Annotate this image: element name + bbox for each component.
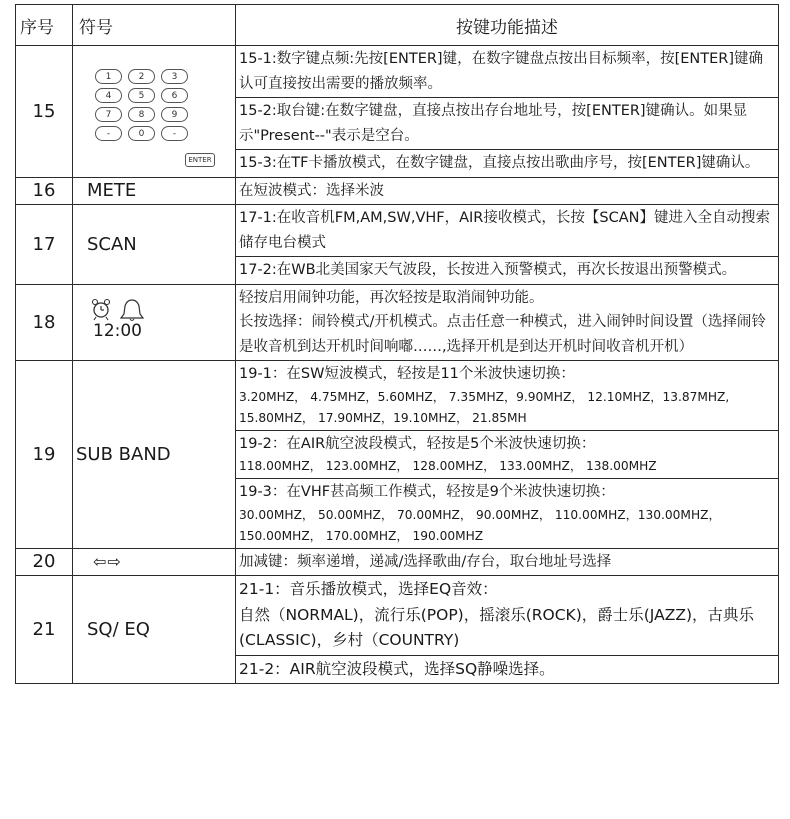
numeric-keypad-icon (95, 69, 188, 141)
enter-key-icon: ENTER (185, 153, 215, 167)
description-16: 在短波模式：选择米波 (236, 177, 779, 205)
description-19-3-frequencies: 30.00MHZ， 50.00MHZ， 70.00MHZ， 90.00MHZ， 110.00MHZ，130.00MHZ， 150.00MHZ， 170.00MHZ， 190.00MHZ (239, 507, 721, 543)
key-8: 8 (128, 107, 155, 122)
row-number: 20 (16, 548, 73, 576)
symbol-arrows (73, 548, 236, 576)
alarm-time-label: 12:00 (93, 320, 142, 341)
keypad-symbol (73, 46, 236, 178)
header-description: 按键功能描述 (236, 5, 779, 46)
description-21-1-title: 21-1：音乐播放模式，选择EQ音效： (239, 580, 498, 598)
description-20: 加减键：频率递增，递减/选择歌曲/存台，取台地址号选择 (236, 548, 779, 576)
description-19-2-title: 19-2：在AIR航空波段模式，轻按是5个米波快速切换： (239, 435, 596, 452)
header-row (16, 5, 779, 46)
row-number: 17 (16, 205, 73, 285)
row-number: 15 (16, 46, 73, 178)
description-21-1-options: 自然（NORMAL)，流行乐(POP)，摇滚乐(ROCK)，爵士乐(JAZZ)，古典乐(CLASSIC)，乡村（COUNTRY) (239, 605, 754, 649)
description-19-1 (236, 361, 779, 431)
description-15-1: 15-1:数字键点频:先按[ENTER]键，在数字键盘点按出目标频率，按[ENTER]键确认可直接按出需要的播放频率。 (236, 46, 779, 98)
description-17-1: 17-1:在收音机FM,AM,SW,VHF，AIR接收模式，长按【SCAN】键进入全自动搜索储存电台模式 (236, 205, 779, 257)
header-number: 序号 (16, 5, 73, 46)
key-3: 3 (161, 69, 188, 84)
description-19-2 (236, 430, 779, 479)
description-21-2: 21-2：AIR航空波段模式，选择SQ静噪选择。 (236, 655, 779, 684)
symbol-sub-band: SUB BAND (73, 361, 236, 549)
key-minus-right: - (161, 126, 188, 141)
description-18-2: 长按选择：闹铃模式/开机模式。点击任意一种模式，进入闹钟时间设置（选择闹铃是收音机到达开机时间响嘟……,选择开机是到达开机时间收音机开机） (239, 314, 766, 355)
row-number: 18 (16, 284, 73, 361)
function-table-sheet (15, 4, 778, 684)
row-number: 16 (16, 177, 73, 205)
key-4: 4 (95, 88, 122, 103)
symbol-sq-eq: SQ/ EQ (73, 576, 236, 684)
description-19-1-frequencies: 3.20MHZ， 4.75MHZ，5.60MHZ， 7.35MHZ，9.90MHZ， 12.10MHZ，13.87MHZ, 15.80MHZ， 17.90MHZ，19.10MHZ， 21.85MH (239, 389, 730, 425)
alarm-clock-bell-icon (91, 297, 153, 323)
table-row (16, 576, 779, 656)
table-row (16, 361, 779, 431)
table-row (16, 548, 779, 576)
description-15-3: 15-3:在TF卡播放模式，在数字键盘，直接点按出歌曲序号，按[ENTER]键确认。 (236, 150, 779, 178)
description-18-1: 轻按启用闹钟功能，再次轻按是取消闹钟功能。 (239, 289, 544, 306)
key-minus-left: - (95, 126, 122, 141)
description-19-3-title: 19-3：在VHF甚高频工作模式，轻按是9个米波快速切换： (239, 484, 615, 500)
description-19-1-title: 19-1：在SW短波模式，轻按是11个米波快速切换： (239, 366, 575, 382)
key-function-table (15, 4, 779, 684)
row-number: 21 (16, 576, 73, 684)
table-row (16, 284, 779, 361)
table-row (16, 46, 779, 98)
table-row (16, 205, 779, 257)
key-2: 2 (128, 69, 155, 84)
alarm-symbol-group (89, 297, 159, 343)
symbol-alarm (73, 284, 236, 361)
description-18 (236, 284, 779, 361)
symbol-scan: SCAN (73, 205, 236, 285)
description-15-2: 15-2:取台键:在数字键盘，直接点按出存台地址号，按[ENTER]键确认。如果显示"Present--"表示是空台。 (236, 98, 779, 150)
description-19-2-frequencies: 118.00MHZ， 123.00MHZ， 128.00MHZ， 133.00MHZ， 138.00MHZ (239, 459, 657, 473)
key-6: 6 (161, 88, 188, 103)
row-number: 19 (16, 361, 73, 549)
key-0: 0 (128, 126, 155, 141)
table-row (16, 177, 779, 205)
description-21-1 (236, 576, 779, 656)
description-17-2: 17-2:在WB北美国家天气波段，长按进入预警模式，再次长按退出预警模式。 (236, 257, 779, 285)
key-5: 5 (128, 88, 155, 103)
left-right-arrow-icon: ⇦⇨ (93, 552, 122, 572)
description-19-3 (236, 479, 779, 549)
key-9: 9 (161, 107, 188, 122)
symbol-mete: METE (73, 177, 236, 205)
header-symbol: 符号 (73, 5, 236, 46)
key-7: 7 (95, 107, 122, 122)
key-1: 1 (95, 69, 122, 84)
